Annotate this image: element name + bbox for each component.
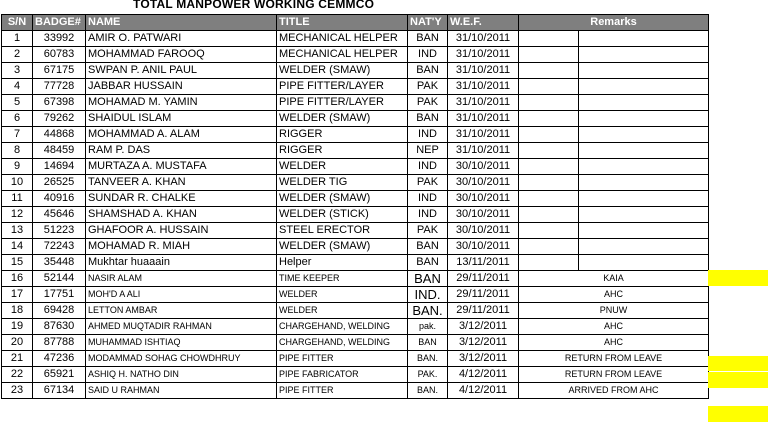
cell-sn[interactable]: 3 bbox=[2, 63, 33, 79]
cell-remarks[interactable] bbox=[519, 223, 579, 239]
cell-sn[interactable]: 14 bbox=[2, 239, 33, 255]
table-row bbox=[2, 319, 709, 335]
cell-wef[interactable]: 31/10/2011 bbox=[448, 127, 519, 143]
cell-name[interactable]: LETTON AMBAR bbox=[86, 303, 277, 319]
cell-wef[interactable]: 31/10/2011 bbox=[448, 31, 519, 47]
cell-title[interactable]: RIGGER bbox=[277, 143, 408, 159]
cell-nationality[interactable]: BAN bbox=[408, 335, 448, 351]
cell-sn[interactable]: 13 bbox=[2, 223, 33, 239]
table-row bbox=[2, 111, 709, 127]
cell-nationality[interactable]: IND bbox=[408, 191, 448, 207]
cell-badge[interactable]: 67398 bbox=[33, 95, 86, 111]
cell-name[interactable]: ASHIQ H. NATHO DIN bbox=[86, 367, 277, 383]
cell-nationality[interactable]: BAN bbox=[408, 271, 448, 287]
highlight-cell bbox=[708, 270, 768, 286]
cell-sn[interactable]: 5 bbox=[2, 95, 33, 111]
table-row bbox=[2, 255, 709, 271]
cell-remarks-extra[interactable] bbox=[579, 143, 709, 159]
table-row bbox=[2, 239, 709, 255]
cell-remarks[interactable]: KAIA bbox=[519, 271, 709, 287]
cell-nationality[interactable]: PAK. bbox=[408, 367, 448, 383]
cell-badge[interactable]: 79262 bbox=[33, 111, 86, 127]
cell-remarks[interactable] bbox=[519, 239, 579, 255]
table-row bbox=[2, 351, 709, 367]
cell-title[interactable]: WELDER (STICK) bbox=[277, 207, 408, 223]
cell-remarks[interactable] bbox=[519, 63, 579, 79]
cell-sn[interactable]: 6 bbox=[2, 111, 33, 127]
cell-remarks[interactable] bbox=[519, 159, 579, 175]
header-sn[interactable]: S/N bbox=[2, 15, 33, 31]
cell-sn[interactable]: 9 bbox=[2, 159, 33, 175]
cell-sn[interactable]: 17 bbox=[2, 287, 33, 303]
cell-title[interactable]: MECHANICAL HELPER bbox=[277, 47, 408, 63]
cell-wef[interactable]: 30/10/2011 bbox=[448, 191, 519, 207]
cell-name[interactable]: MOH'D A ALI bbox=[86, 287, 277, 303]
highlight-cell bbox=[708, 372, 768, 388]
cell-badge[interactable]: 60783 bbox=[33, 47, 86, 63]
cell-remarks-extra[interactable] bbox=[579, 63, 709, 79]
cell-sn[interactable]: 1 bbox=[2, 31, 33, 47]
cell-title[interactable]: PIPE FITTER/LAYER bbox=[277, 95, 408, 111]
cell-name[interactable]: MUHAMMAD ISHTIAQ bbox=[86, 335, 277, 351]
cell-badge[interactable]: 87630 bbox=[33, 319, 86, 335]
table-row bbox=[2, 335, 709, 351]
cell-badge[interactable]: 87788 bbox=[33, 335, 86, 351]
cell-nationality[interactable]: BAN. bbox=[408, 351, 448, 367]
cell-wef[interactable]: 3/12/2011 bbox=[448, 351, 519, 367]
cell-name[interactable]: SUNDAR R. CHALKE bbox=[86, 191, 277, 207]
cell-remarks-extra[interactable] bbox=[579, 47, 709, 63]
cell-remarks[interactable]: AHC bbox=[519, 287, 709, 303]
table-row bbox=[2, 175, 709, 191]
cell-badge[interactable]: 40916 bbox=[33, 191, 86, 207]
cell-title[interactable]: CHARGEHAND, WELDING bbox=[277, 319, 408, 335]
cell-name[interactable]: AMIR O. PATWARI bbox=[86, 31, 277, 47]
cell-name[interactable]: MOHAMMAD A. ALAM bbox=[86, 127, 277, 143]
cell-badge[interactable]: 48459 bbox=[33, 143, 86, 159]
highlight-cell bbox=[708, 406, 768, 422]
cell-remarks[interactable]: ARRIVED FROM AHC bbox=[519, 383, 709, 399]
cell-name[interactable]: SHAIDUL ISLAM bbox=[86, 111, 277, 127]
cell-sn[interactable]: 22 bbox=[2, 367, 33, 383]
cell-wef[interactable]: 30/10/2011 bbox=[448, 223, 519, 239]
cell-badge[interactable]: 51223 bbox=[33, 223, 86, 239]
cell-badge[interactable]: 72243 bbox=[33, 239, 86, 255]
table-row bbox=[2, 31, 709, 47]
cell-nationality[interactable]: BAN bbox=[408, 31, 448, 47]
cell-wef[interactable]: 3/12/2011 bbox=[448, 335, 519, 351]
table-body bbox=[2, 31, 709, 399]
cell-nationality[interactable]: pak. bbox=[408, 319, 448, 335]
header-remarks[interactable]: Remarks bbox=[519, 15, 709, 31]
cell-sn[interactable]: 19 bbox=[2, 319, 33, 335]
table-row bbox=[2, 223, 709, 239]
cell-remarks-extra[interactable] bbox=[579, 31, 709, 47]
cell-nationality[interactable]: PAK bbox=[408, 95, 448, 111]
cell-badge[interactable]: 47236 bbox=[33, 351, 86, 367]
cell-title[interactable]: CHARGEHAND, WELDING bbox=[277, 335, 408, 351]
cell-badge[interactable]: 17751 bbox=[33, 287, 86, 303]
cell-wef[interactable]: 3/12/2011 bbox=[448, 319, 519, 335]
cell-sn[interactable]: 8 bbox=[2, 143, 33, 159]
cell-wef[interactable]: 31/10/2011 bbox=[448, 111, 519, 127]
cell-name[interactable]: MOHAMMAD FAROOQ bbox=[86, 47, 277, 63]
table-row bbox=[2, 271, 709, 287]
cell-wef[interactable]: 31/10/2011 bbox=[448, 95, 519, 111]
cell-remarks-extra[interactable] bbox=[579, 159, 709, 175]
cell-nationality[interactable]: BAN bbox=[408, 255, 448, 271]
cell-sn[interactable]: 2 bbox=[2, 47, 33, 63]
table-row bbox=[2, 159, 709, 175]
cell-remarks[interactable] bbox=[519, 95, 579, 111]
header-name[interactable]: NAME bbox=[86, 15, 277, 31]
cell-wef[interactable]: 30/10/2011 bbox=[448, 207, 519, 223]
table-row bbox=[2, 63, 709, 79]
cell-remarks-extra[interactable] bbox=[579, 255, 709, 271]
cell-wef[interactable]: 29/11/2011 bbox=[448, 271, 519, 287]
highlight-cell bbox=[708, 356, 768, 371]
cell-remarks[interactable] bbox=[519, 143, 579, 159]
cell-title[interactable]: WELDER (SMAW) bbox=[277, 239, 408, 255]
cell-remarks[interactable] bbox=[519, 207, 579, 223]
cell-badge[interactable]: 26525 bbox=[33, 175, 86, 191]
cell-remarks[interactable] bbox=[519, 111, 579, 127]
cell-name[interactable]: SHAMSHAD A. KHAN bbox=[86, 207, 277, 223]
cell-sn[interactable]: 23 bbox=[2, 383, 33, 399]
cell-sn[interactable]: 20 bbox=[2, 335, 33, 351]
cell-title[interactable]: WELDER bbox=[277, 303, 408, 319]
table-row bbox=[2, 47, 709, 63]
cell-badge[interactable]: 52144 bbox=[33, 271, 86, 287]
cell-title[interactable]: WELDER (SMAW) bbox=[277, 63, 408, 79]
cell-remarks[interactable] bbox=[519, 127, 579, 143]
cell-badge[interactable]: 14694 bbox=[33, 159, 86, 175]
cell-remarks[interactable]: PNUW bbox=[519, 303, 709, 319]
cell-name[interactable]: RAM P. DAS bbox=[86, 143, 277, 159]
cell-sn[interactable]: 10 bbox=[2, 175, 33, 191]
cell-sn[interactable]: 11 bbox=[2, 191, 33, 207]
cell-sn[interactable]: 18 bbox=[2, 303, 33, 319]
cell-remarks[interactable] bbox=[519, 47, 579, 63]
cell-sn[interactable]: 15 bbox=[2, 255, 33, 271]
cell-wef[interactable]: 4/12/2011 bbox=[448, 383, 519, 399]
cell-nationality[interactable]: NEP bbox=[408, 143, 448, 159]
cell-nationality[interactable]: PAK bbox=[408, 175, 448, 191]
cell-sn[interactable]: 4 bbox=[2, 79, 33, 95]
cell-badge[interactable]: 33992 bbox=[33, 31, 86, 47]
cell-title[interactable]: TIME KEEPER bbox=[277, 271, 408, 287]
cell-title[interactable]: WELDER bbox=[277, 287, 408, 303]
sheet-title: TOTAL MANPOWER WORKING CEMMCO bbox=[133, 0, 375, 11]
cell-nationality[interactable]: BAN. bbox=[408, 303, 448, 319]
cell-nationality[interactable]: BAN bbox=[408, 111, 448, 127]
cell-name[interactable]: SWPAN P. ANIL PAUL bbox=[86, 63, 277, 79]
cell-name[interactable]: MURTAZA A. MUSTAFA bbox=[86, 159, 277, 175]
table-row bbox=[2, 207, 709, 223]
cell-nationality[interactable]: BAN bbox=[408, 239, 448, 255]
header-row bbox=[2, 15, 709, 31]
cell-badge[interactable]: 67134 bbox=[33, 383, 86, 399]
cell-remarks[interactable] bbox=[519, 31, 579, 47]
cell-wef[interactable]: 31/10/2011 bbox=[448, 143, 519, 159]
cell-name[interactable]: Mukhtar huaaain bbox=[86, 255, 277, 271]
cell-title[interactable]: PIPE FABRICATOR bbox=[277, 367, 408, 383]
cell-remarks-extra[interactable] bbox=[579, 111, 709, 127]
cell-name[interactable]: GHAFOOR A. HUSSAIN bbox=[86, 223, 277, 239]
cell-wef[interactable]: 29/11/2011 bbox=[448, 287, 519, 303]
table-row bbox=[2, 79, 709, 95]
cell-badge[interactable]: 67175 bbox=[33, 63, 86, 79]
cell-badge[interactable]: 65921 bbox=[33, 367, 86, 383]
cell-name[interactable]: TANVEER A. KHAN bbox=[86, 175, 277, 191]
cell-wef[interactable]: 31/10/2011 bbox=[448, 63, 519, 79]
cell-wef[interactable]: 29/11/2011 bbox=[448, 303, 519, 319]
cell-remarks-extra[interactable] bbox=[579, 191, 709, 207]
cell-wef[interactable]: 30/10/2011 bbox=[448, 159, 519, 175]
cell-badge[interactable]: 45646 bbox=[33, 207, 86, 223]
cell-wef[interactable]: 13/11/2011 bbox=[448, 255, 519, 271]
cell-name[interactable]: MOHAMAD R. MIAH bbox=[86, 239, 277, 255]
cell-remarks[interactable] bbox=[519, 255, 579, 271]
cell-name[interactable]: JABBAR HUSSAIN bbox=[86, 79, 277, 95]
cell-nationality[interactable]: IND bbox=[408, 47, 448, 63]
cell-sn[interactable]: 16 bbox=[2, 271, 33, 287]
cell-nationality[interactable]: IND bbox=[408, 207, 448, 223]
table-row bbox=[2, 367, 709, 383]
cell-remarks[interactable]: AHC bbox=[519, 319, 709, 335]
cell-remarks[interactable]: RETURN FROM LEAVE bbox=[519, 367, 709, 383]
cell-name[interactable]: MODAMMAD SOHAG CHOWDHRUY bbox=[86, 351, 277, 367]
cell-title[interactable]: MECHANICAL HELPER bbox=[277, 31, 408, 47]
cell-title[interactable]: WELDER bbox=[277, 159, 408, 175]
cell-remarks[interactable] bbox=[519, 79, 579, 95]
header-nationality[interactable]: NAT'Y bbox=[408, 15, 448, 31]
cell-sn[interactable]: 7 bbox=[2, 127, 33, 143]
cell-badge[interactable]: 69428 bbox=[33, 303, 86, 319]
header-badge[interactable]: BADGE# bbox=[33, 15, 86, 31]
cell-title[interactable]: STEEL ERECTOR bbox=[277, 223, 408, 239]
cell-nationality[interactable]: PAK bbox=[408, 223, 448, 239]
cell-title[interactable]: PIPE FITTER bbox=[277, 383, 408, 399]
cell-title[interactable]: PIPE FITTER/LAYER bbox=[277, 79, 408, 95]
cell-name[interactable]: AHMED MUQTADIR RAHMAN bbox=[86, 319, 277, 335]
manpower-table bbox=[1, 14, 709, 399]
table-row bbox=[2, 303, 709, 319]
cell-remarks-extra[interactable] bbox=[579, 223, 709, 239]
table-row bbox=[2, 95, 709, 111]
cell-remarks-extra[interactable] bbox=[579, 207, 709, 223]
cell-remarks-extra[interactable] bbox=[579, 239, 709, 255]
cell-nationality[interactable]: BAN bbox=[408, 63, 448, 79]
cell-badge[interactable]: 35448 bbox=[33, 255, 86, 271]
header-title[interactable]: TITLE bbox=[277, 15, 408, 31]
cell-badge[interactable]: 44868 bbox=[33, 127, 86, 143]
cell-name[interactable]: SAID U RAHMAN bbox=[86, 383, 277, 399]
cell-remarks[interactable] bbox=[519, 191, 579, 207]
table-row bbox=[2, 127, 709, 143]
cell-wef[interactable]: 30/10/2011 bbox=[448, 239, 519, 255]
cell-wef[interactable]: 31/10/2011 bbox=[448, 47, 519, 63]
cell-title[interactable]: PIPE FITTER bbox=[277, 351, 408, 367]
cell-title[interactable]: WELDER (SMAW) bbox=[277, 191, 408, 207]
cell-name[interactable]: MOHAMAD M. YAMIN bbox=[86, 95, 277, 111]
cell-title[interactable]: RIGGER bbox=[277, 127, 408, 143]
cell-remarks-extra[interactable] bbox=[579, 79, 709, 95]
cell-remarks-extra[interactable] bbox=[579, 127, 709, 143]
table-row bbox=[2, 143, 709, 159]
cell-nationality[interactable]: IND. bbox=[408, 287, 448, 303]
cell-wef[interactable]: 31/10/2011 bbox=[448, 79, 519, 95]
cell-name[interactable]: NASIR ALAM bbox=[86, 271, 277, 287]
cell-title[interactable]: WELDER (SMAW) bbox=[277, 111, 408, 127]
cell-remarks[interactable] bbox=[519, 175, 579, 191]
cell-wef[interactable]: 4/12/2011 bbox=[448, 367, 519, 383]
table-row bbox=[2, 383, 709, 399]
cell-remarks[interactable]: RETURN FROM LEAVE bbox=[519, 351, 709, 367]
cell-sn[interactable]: 12 bbox=[2, 207, 33, 223]
cell-nationality[interactable]: PAK bbox=[408, 79, 448, 95]
header-wef[interactable]: W.E.F. bbox=[448, 15, 519, 31]
cell-badge[interactable]: 77728 bbox=[33, 79, 86, 95]
cell-nationality[interactable]: IND bbox=[408, 127, 448, 143]
cell-sn[interactable]: 21 bbox=[2, 351, 33, 367]
cell-wef[interactable]: 30/10/2011 bbox=[448, 175, 519, 191]
cell-nationality[interactable]: BAN. bbox=[408, 383, 448, 399]
cell-title[interactable]: WELDER TIG bbox=[277, 175, 408, 191]
cell-title[interactable]: Helper bbox=[277, 255, 408, 271]
cell-remarks-extra[interactable] bbox=[579, 95, 709, 111]
cell-nationality[interactable]: IND bbox=[408, 159, 448, 175]
cell-remarks[interactable]: AHC bbox=[519, 335, 709, 351]
table-row bbox=[2, 287, 709, 303]
cell-remarks-extra[interactable] bbox=[579, 175, 709, 191]
table-row bbox=[2, 191, 709, 207]
